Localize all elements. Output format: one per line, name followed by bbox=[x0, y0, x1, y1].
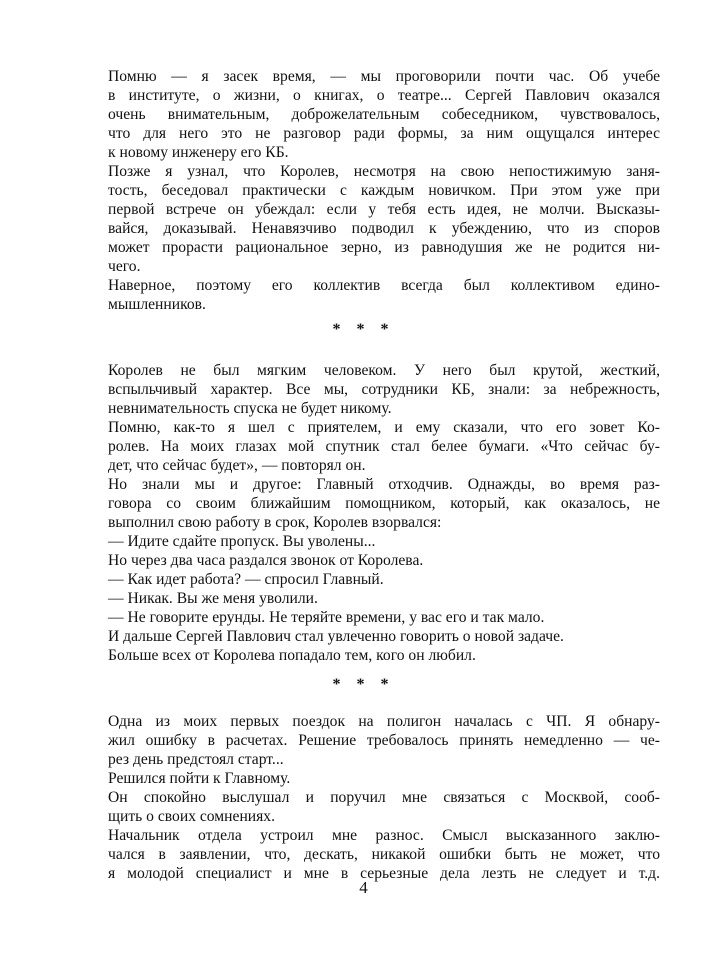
text-line: может прорасти рациональное зерно, из равнодушия же не родится ни- bbox=[108, 239, 660, 256]
paragraph-block-3 bbox=[108, 712, 660, 883]
text-line: в институте, о жизни, о книгах, о театре... Сергей Павлович оказался bbox=[108, 87, 660, 104]
dialogue-line: — Никак. Вы же меня уволили. bbox=[108, 590, 318, 607]
section-separator: * * * bbox=[332, 676, 395, 693]
text-line: И дальше Сергей Павлович стал увлеченно говорить о новой задаче. bbox=[108, 628, 564, 645]
text-line: Решился пойти к Главному. bbox=[108, 770, 291, 787]
text-line: я молодой специалист и мне в серьезные дела лезть не следует и т.д. bbox=[108, 865, 660, 882]
text-line: щить о своих сомнениях. bbox=[108, 808, 276, 825]
paragraph-block-2 bbox=[108, 361, 660, 665]
text-line: вспыльчивый характер. Все мы, сотрудники КБ, знали: за небрежность, bbox=[108, 381, 660, 398]
page-number: 4 bbox=[359, 878, 368, 897]
text-line: к новому инженеру его КБ. bbox=[108, 144, 289, 161]
text-line: дет, что сейчас будет», — повторял он. bbox=[108, 457, 366, 474]
text-line: Помню, как-то я шел с приятелем, и ему сказали, что его зовет Ко- bbox=[108, 419, 660, 436]
text-line: ролев. На моих глазах мой спутник стал белее бумаги. «Что сейчас бу- bbox=[108, 438, 660, 455]
text-line: Начальник отдела устроил мне разнос. Смысл высказанного заклю- bbox=[108, 827, 660, 844]
text-line: что для него это не разговор ради формы, за ним ощущался интерес bbox=[108, 125, 660, 142]
text-line: Но через два часа раздался звонок от Королева. bbox=[108, 552, 424, 569]
text-line: Но знали мы и другое: Главный отходчив. Однажды, во время раз- bbox=[108, 476, 660, 493]
text-line: мышленников. bbox=[108, 296, 206, 313]
text-line: Он спокойно выслушал и поручил мне связаться с Москвой, сооб- bbox=[108, 789, 660, 806]
text-line: вайся, доказывай. Ненавязчиво подводил к убеждению, что из споров bbox=[108, 220, 660, 237]
text-line: жил ошибку в расчетах. Решение требовалось принять немедленно — че- bbox=[108, 732, 660, 749]
dialogue-line: — Не говорите ерунды. Не теряйте времени, у вас его и так мало. bbox=[108, 609, 545, 626]
text-line: чался в заявлении, что, дескать, никакой ошибки быть не может, что bbox=[108, 846, 660, 863]
text-line: Позже я узнал, что Королев, несмотря на свою непостижимую заня- bbox=[108, 163, 660, 180]
text-line: Больше всех от Королева попадало тем, кого он любил. bbox=[108, 647, 476, 664]
text-line: тость, беседовал практически с каждым новичком. При этом уже при bbox=[108, 182, 660, 199]
text-line: рез день предстоял старт... bbox=[108, 751, 284, 768]
text-line: выполнил свою работу в срок, Королев взорвался: bbox=[108, 514, 442, 531]
text-line: первой встрече он убеждал: если у тебя есть идея, не молчи. Высказы- bbox=[108, 201, 660, 218]
section-separator: * * * bbox=[332, 321, 395, 338]
text-line: Наверное, поэтому его коллектив всегда был коллективом едино- bbox=[108, 277, 660, 294]
dialogue-line: — Идите сдайте пропуск. Вы уволены... bbox=[108, 533, 376, 550]
text-line: очень внимательным, доброжелательным собеседником, чувствовалось, bbox=[108, 106, 660, 123]
text-line: чего. bbox=[108, 258, 141, 275]
text-line: Одна из моих первых поездок на полигон началась с ЧП. Я обнару- bbox=[108, 713, 660, 730]
text-line: говора со своим ближайшим помощником, который, как оказалось, не bbox=[108, 495, 660, 512]
text-line: Помню — я засек время, — мы проговорили почти час. Об учебе bbox=[108, 68, 660, 85]
text-line: Королев не был мягким человеком. У него был крутой, жесткий, bbox=[108, 362, 660, 379]
dialogue-line: — Как идет работа? — спросил Главный. bbox=[108, 571, 384, 588]
text-line: невнимательность спуска не будет никому. bbox=[108, 400, 392, 417]
paragraph-block-1 bbox=[108, 67, 660, 314]
